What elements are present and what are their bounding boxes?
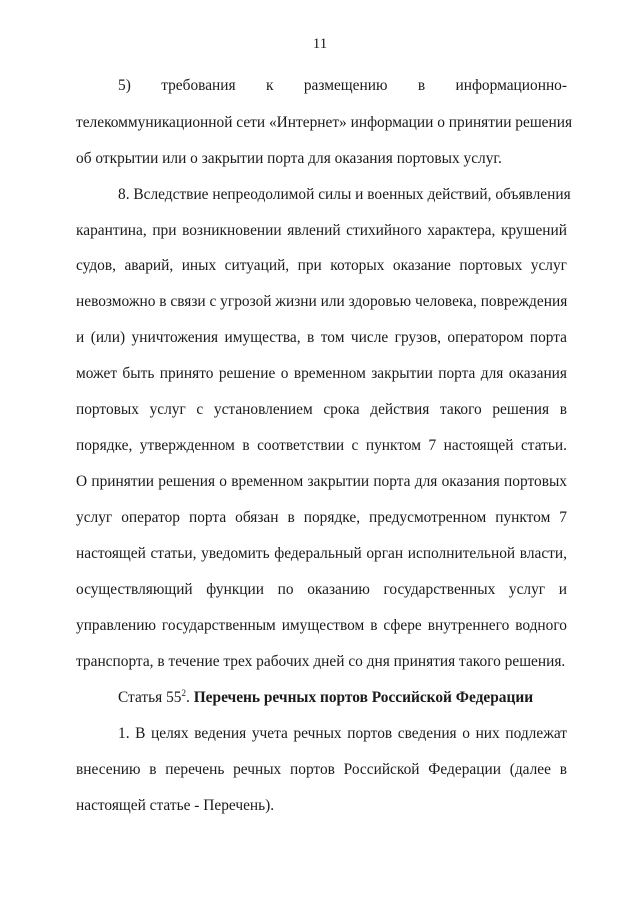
item8-line-4: невозможно в связи с угрозой жизни или здоровью человека, повреждения (76, 293, 568, 310)
clause1-line-1: 1. В целях ведения учета речных портов сведения о них подлежат (118, 725, 567, 742)
article-prefix: Статья 55 (118, 689, 182, 706)
item8-line-13: управлению государственным имуществом в сфере внутреннего водного (76, 617, 567, 634)
page-number: 11 (312, 36, 328, 52)
item8-line-14: транспорта, в течение трех рабочих дней со дня принятия такого решения. (76, 653, 566, 670)
item5-line-3: об открытии или о закрытии порта для оказания портовых услуг. (76, 150, 502, 167)
article-heading (118, 688, 567, 708)
clause1-line-3: настоящей статье - Перечень). (76, 797, 275, 814)
item8-line-10: услуг оператор порта обязан в порядке, предусмотренном пунктом 7 (76, 509, 567, 526)
item8-line-3: судов, аварий, иных ситуаций, при которых оказание портовых услуг (76, 257, 567, 274)
item8-line-6: может быть принято решение о временном закрытии порта для оказания (76, 365, 567, 382)
item8-line-12: осуществляющий функции по оказанию государственных услуг и (76, 581, 567, 598)
article-superscript: 2 (181, 688, 186, 698)
item8-line-2: карантина, при возникновении явлений стихийного характера, крушений (76, 222, 567, 239)
article-title: Перечень речных портов Российской Федерации (193, 689, 534, 706)
item8-line-8: порядке, утвержденном в соответствии с пунктом 7 настоящей статьи. (76, 437, 567, 454)
item8-line-1: 8. Вследствие непреодолимой силы и военных действий, объявления (118, 186, 571, 203)
item8-line-11: настоящей статьи, уведомить федеральный орган исполнительной власти, (76, 545, 567, 562)
item8-line-5: и (или) уничтожения имущества, в том числе грузов, оператором порта (76, 329, 567, 346)
item5-line-2: телекоммуникационной сети «Интернет» информации о принятии решения (76, 114, 573, 131)
item8-line-9: О принятии решения о временном закрытии порта для оказания портовых (76, 473, 567, 490)
article-suffix: . (185, 689, 190, 706)
clause1-line-2: внесению в перечень речных портов Российской Федерации (далее в (76, 761, 567, 778)
item8-line-7: портовых услуг с установлением срока действия такого решения в (76, 401, 567, 418)
item5-line-1: 5) требования к размещению в информационно- (118, 77, 567, 94)
